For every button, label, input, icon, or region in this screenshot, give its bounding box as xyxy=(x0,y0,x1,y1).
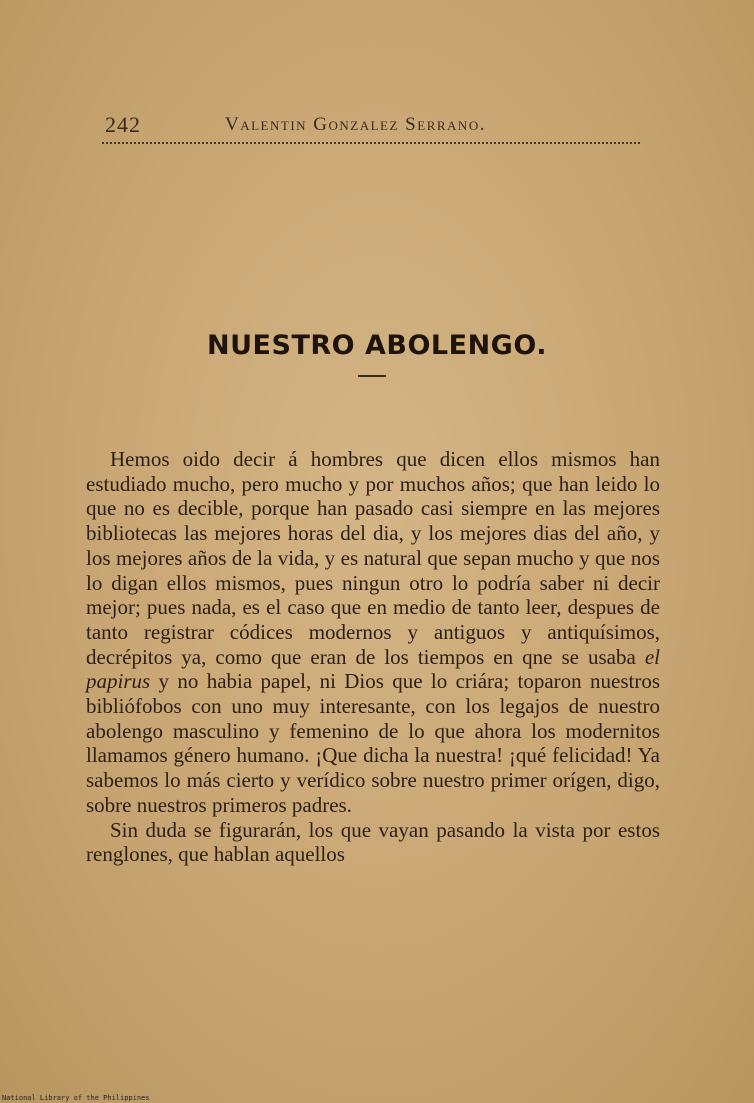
paragraph-1-italic: el papirus xyxy=(86,644,660,694)
page-header xyxy=(105,112,645,142)
paragraph-1-text-a: Hemos oido decir á hombres que dicen ellos mismos han estudiado mucho, pero mucho y por muchos años; que han leido lo que no es decible, porque han pasado casi siempre en las mejores bibliotecas las mejores horas del dia, y los mejores dias del año, y los mejores años de la vida, y es natural que sepan mucho y que nos lo digan ellos mismos, pues ningun otro lo podría saber ni decir mejor; pues nada, es el caso que en medio de tanto leer, despues de tanto registrar códices modernos y antiguos y antiquísimos, decrépitos ya, como que eran de los tiempos en qne se usaba xyxy=(86,447,660,669)
body-text xyxy=(86,447,660,867)
footer-credit: National Library of the Philippines xyxy=(2,1094,150,1102)
paragraph-1 xyxy=(86,447,660,818)
title-rule xyxy=(358,375,386,377)
paragraph-1-text-b: y no habia papel, ni Dios que lo criára; toparon nuestros bibliófobos con uno muy interesante, con los legajos de nuestro abolengo masculino y femenino de lo que ahora los modernitos llamamos género humano. ¡Que dicha la nuestra! ¡qué felicidad! Ya sabemos lo más cierto y verídico sobre nuestro primer orígen, digo, sobre nuestros primeros padres. xyxy=(86,669,661,817)
page-number: 242 xyxy=(105,112,141,137)
header-rule xyxy=(102,142,640,147)
chapter-title: NUESTRO ABOLENGO. xyxy=(207,330,547,361)
paragraph-2: Sin duda se figurarán, los que vayan pasando la vista por estos renglones, que hablan aquellos xyxy=(86,817,660,867)
running-head: Valentin Gonzalez Serrano. xyxy=(225,114,486,135)
